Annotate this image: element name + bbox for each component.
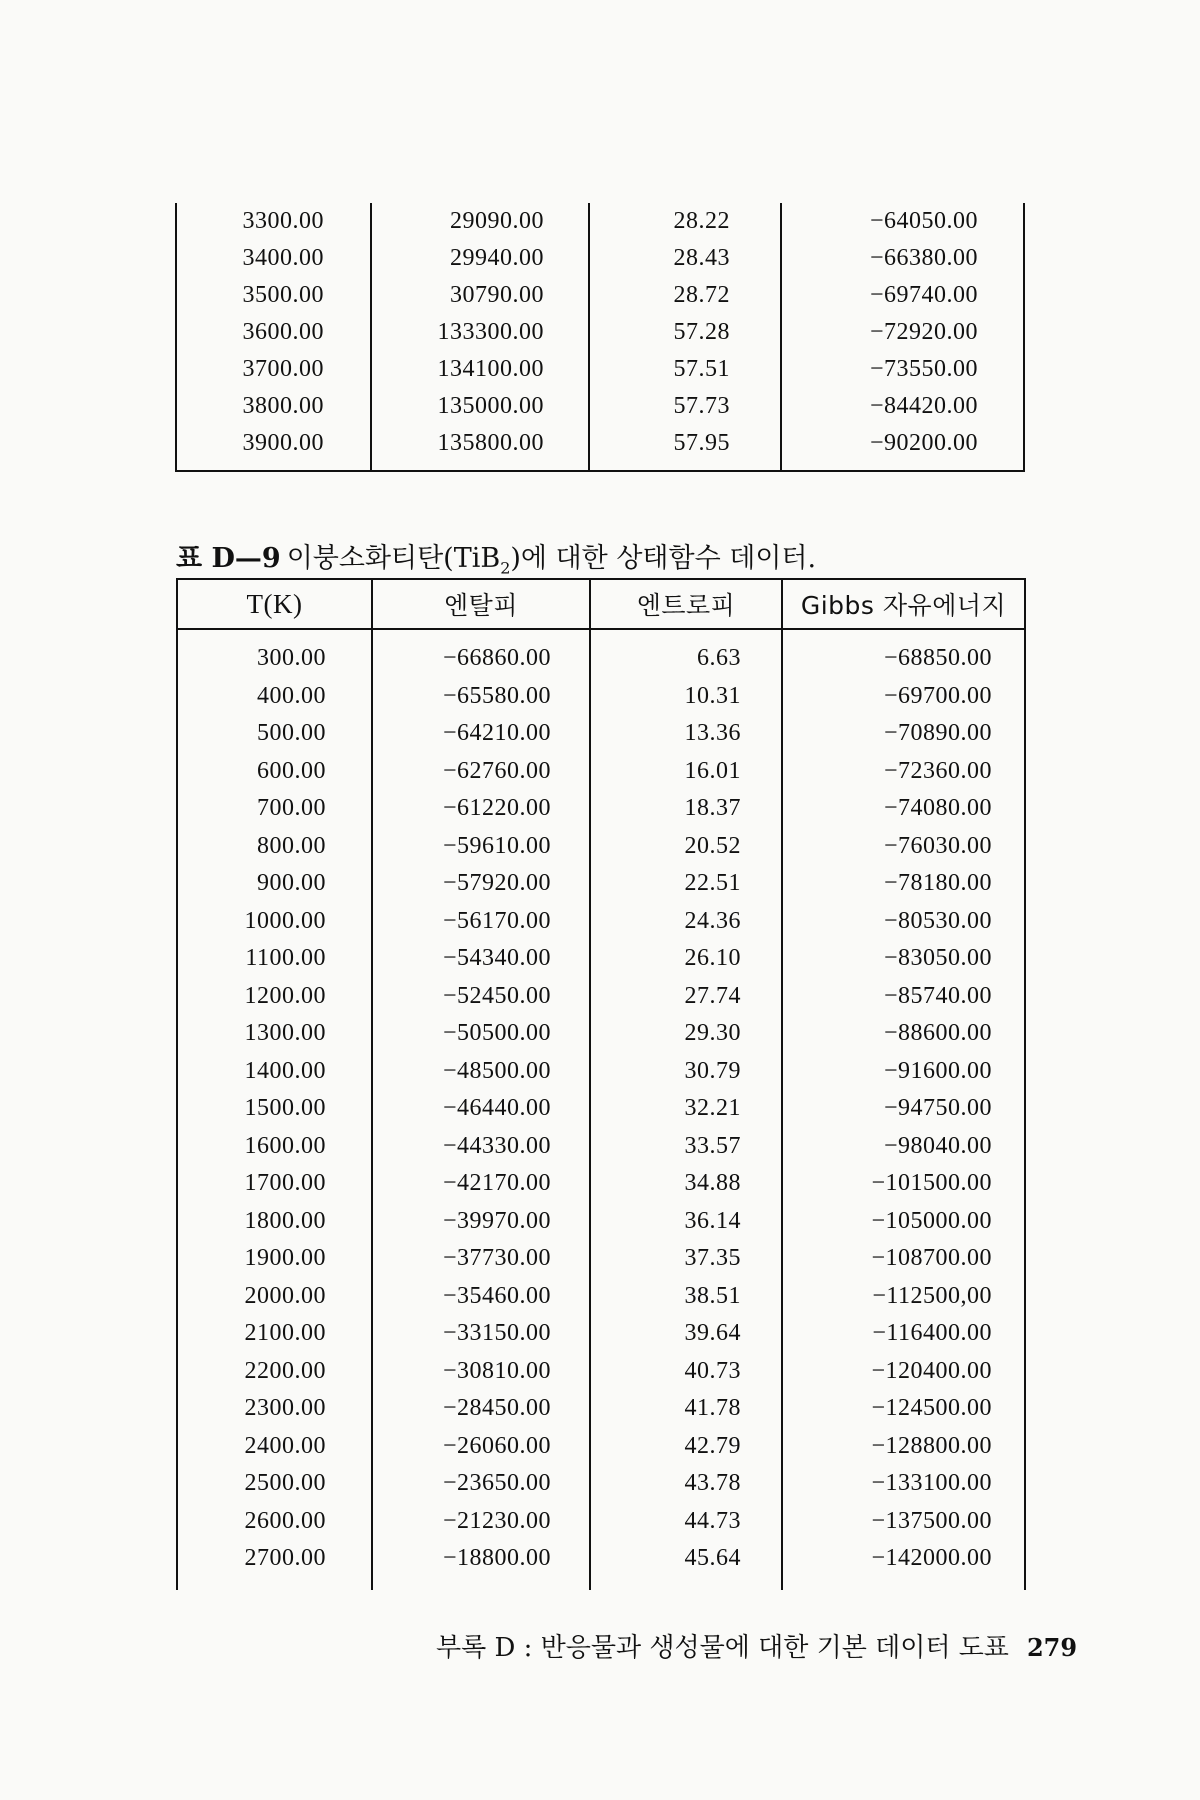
cell-temperature: 3500.00 xyxy=(176,277,371,314)
cell-enthalpy: −61220.00 xyxy=(372,790,590,828)
cell-entropy: 27.74 xyxy=(590,978,782,1016)
table-row xyxy=(177,978,1025,1016)
table-row xyxy=(177,629,1025,678)
table-row xyxy=(176,351,1024,388)
cell-temperature: 1300.00 xyxy=(177,1015,372,1053)
cell-temperature: 700.00 xyxy=(177,790,372,828)
table-row xyxy=(177,1053,1025,1091)
cell-temperature: 900.00 xyxy=(177,865,372,903)
cell-gibbs-energy: −137500.00 xyxy=(782,1503,1025,1541)
cell-entropy: 43.78 xyxy=(590,1465,782,1503)
cell-entropy: 33.57 xyxy=(590,1128,782,1166)
cell-gibbs-energy: −108700.00 xyxy=(782,1240,1025,1278)
cell-enthalpy: −46440.00 xyxy=(372,1090,590,1128)
cell-temperature: 600.00 xyxy=(177,753,372,791)
cell-temperature: 2700.00 xyxy=(177,1540,372,1590)
cell-temperature: 2400.00 xyxy=(177,1428,372,1466)
cell-enthalpy: −18800.00 xyxy=(372,1540,590,1590)
cell-gibbs-energy: −84420.00 xyxy=(781,388,1024,425)
cell-enthalpy: −21230.00 xyxy=(372,1503,590,1541)
cell-enthalpy: −26060.00 xyxy=(372,1428,590,1466)
cell-enthalpy: 135800.00 xyxy=(371,425,589,471)
cell-enthalpy: 133300.00 xyxy=(371,314,589,351)
table-continued xyxy=(175,203,1025,472)
cell-enthalpy: −44330.00 xyxy=(372,1128,590,1166)
cell-gibbs-energy: −120400.00 xyxy=(782,1353,1025,1391)
table-header-row xyxy=(177,579,1025,629)
table-row xyxy=(177,1128,1025,1166)
cell-entropy: 45.64 xyxy=(590,1540,782,1590)
table-row xyxy=(177,1165,1025,1203)
table-caption xyxy=(176,536,816,577)
header-gibbs-energy: Gibbs 자유에너지 xyxy=(782,579,1025,629)
cell-enthalpy: 29090.00 xyxy=(371,203,589,240)
cell-enthalpy: −39970.00 xyxy=(372,1203,590,1241)
table-row xyxy=(176,388,1024,425)
cell-gibbs-energy: −76030.00 xyxy=(782,828,1025,866)
cell-gibbs-energy: −133100.00 xyxy=(782,1465,1025,1503)
cell-entropy: 40.73 xyxy=(590,1353,782,1391)
cell-enthalpy: −59610.00 xyxy=(372,828,590,866)
cell-entropy: 28.43 xyxy=(589,240,781,277)
table-row xyxy=(176,425,1024,471)
cell-temperature: 1700.00 xyxy=(177,1165,372,1203)
table-row xyxy=(177,1503,1025,1541)
cell-gibbs-energy: −66380.00 xyxy=(781,240,1024,277)
table-row xyxy=(177,1203,1025,1241)
cell-temperature: 3700.00 xyxy=(176,351,371,388)
cell-temperature: 2500.00 xyxy=(177,1465,372,1503)
cell-enthalpy: −48500.00 xyxy=(372,1053,590,1091)
table-row xyxy=(177,1390,1025,1428)
cell-entropy: 10.31 xyxy=(590,678,782,716)
caption-subscript: 2 xyxy=(500,558,511,578)
cell-entropy: 38.51 xyxy=(590,1278,782,1316)
cell-gibbs-energy: −124500.00 xyxy=(782,1390,1025,1428)
table-row xyxy=(177,1240,1025,1278)
cell-temperature: 3300.00 xyxy=(176,203,371,240)
cell-temperature: 1000.00 xyxy=(177,903,372,941)
table-row xyxy=(176,277,1024,314)
cell-gibbs-energy: −112500,00 xyxy=(782,1278,1025,1316)
page-footer xyxy=(436,1627,1077,1664)
table-row xyxy=(177,1353,1025,1391)
cell-entropy: 39.64 xyxy=(590,1315,782,1353)
cell-enthalpy: 134100.00 xyxy=(371,351,589,388)
cell-enthalpy: 30790.00 xyxy=(371,277,589,314)
cell-gibbs-energy: −98040.00 xyxy=(782,1128,1025,1166)
cell-gibbs-energy: −142000.00 xyxy=(782,1540,1025,1590)
cell-entropy: 24.36 xyxy=(590,903,782,941)
cell-entropy: 57.73 xyxy=(589,388,781,425)
cell-entropy: 6.63 xyxy=(590,629,782,678)
cell-temperature: 1500.00 xyxy=(177,1090,372,1128)
table-row xyxy=(177,1465,1025,1503)
cell-enthalpy: −33150.00 xyxy=(372,1315,590,1353)
cell-gibbs-energy: −128800.00 xyxy=(782,1428,1025,1466)
cell-enthalpy: −35460.00 xyxy=(372,1278,590,1316)
cell-temperature: 2600.00 xyxy=(177,1503,372,1541)
table-row xyxy=(177,903,1025,941)
cell-entropy: 16.01 xyxy=(590,753,782,791)
state-function-table-body xyxy=(177,629,1025,1590)
cell-entropy: 22.51 xyxy=(590,865,782,903)
cell-enthalpy: −62760.00 xyxy=(372,753,590,791)
cell-temperature: 3400.00 xyxy=(176,240,371,277)
table-row xyxy=(177,1015,1025,1053)
table-row xyxy=(177,828,1025,866)
cell-entropy: 28.22 xyxy=(589,203,781,240)
cell-gibbs-energy: −94750.00 xyxy=(782,1090,1025,1128)
cell-gibbs-energy: −90200.00 xyxy=(781,425,1024,471)
cell-gibbs-energy: −88600.00 xyxy=(782,1015,1025,1053)
cell-entropy: 37.35 xyxy=(590,1240,782,1278)
cell-gibbs-energy: −73550.00 xyxy=(781,351,1024,388)
cell-entropy: 41.78 xyxy=(590,1390,782,1428)
table-row xyxy=(177,1090,1025,1128)
cell-entropy: 20.52 xyxy=(590,828,782,866)
table-row xyxy=(177,1428,1025,1466)
cell-enthalpy: −57920.00 xyxy=(372,865,590,903)
cell-gibbs-energy: −64050.00 xyxy=(781,203,1024,240)
cell-entropy: 36.14 xyxy=(590,1203,782,1241)
cell-entropy: 18.37 xyxy=(590,790,782,828)
cell-temperature: 2000.00 xyxy=(177,1278,372,1316)
cell-enthalpy: −56170.00 xyxy=(372,903,590,941)
cell-gibbs-energy: −105000.00 xyxy=(782,1203,1025,1241)
cell-enthalpy: −23650.00 xyxy=(372,1465,590,1503)
table-row xyxy=(177,940,1025,978)
page-number: 279 xyxy=(1026,1633,1078,1662)
cell-gibbs-energy: −91600.00 xyxy=(782,1053,1025,1091)
cell-entropy: 57.28 xyxy=(589,314,781,351)
header-entropy: 엔트로피 xyxy=(590,579,782,629)
cell-enthalpy: −64210.00 xyxy=(372,715,590,753)
table-row xyxy=(177,1278,1025,1316)
cell-temperature: 1200.00 xyxy=(177,978,372,1016)
cell-gibbs-energy: −83050.00 xyxy=(782,940,1025,978)
cell-gibbs-energy: −69740.00 xyxy=(781,277,1024,314)
cell-gibbs-energy: −116400.00 xyxy=(782,1315,1025,1353)
cell-enthalpy: −28450.00 xyxy=(372,1390,590,1428)
cell-temperature: 1100.00 xyxy=(177,940,372,978)
cell-entropy: 42.79 xyxy=(590,1428,782,1466)
cell-gibbs-energy: −72360.00 xyxy=(782,753,1025,791)
cell-temperature: 800.00 xyxy=(177,828,372,866)
cell-gibbs-energy: −68850.00 xyxy=(782,629,1025,678)
table-row xyxy=(177,1315,1025,1353)
cell-enthalpy: −30810.00 xyxy=(372,1353,590,1391)
caption-text-end: )에 대한 상태함수 데이터. xyxy=(510,543,817,574)
cell-entropy: 34.88 xyxy=(590,1165,782,1203)
cell-entropy: 26.10 xyxy=(590,940,782,978)
cell-entropy: 28.72 xyxy=(589,277,781,314)
table-row xyxy=(177,790,1025,828)
cell-temperature: 2200.00 xyxy=(177,1353,372,1391)
cell-gibbs-energy: −72920.00 xyxy=(781,314,1024,351)
cell-entropy: 30.79 xyxy=(590,1053,782,1091)
cell-gibbs-energy: −74080.00 xyxy=(782,790,1025,828)
caption-text: 이붕소화티탄(TiB xyxy=(286,543,501,574)
cell-temperature: 3800.00 xyxy=(176,388,371,425)
cell-enthalpy: −54340.00 xyxy=(372,940,590,978)
cell-gibbs-energy: −70890.00 xyxy=(782,715,1025,753)
cell-temperature: 2100.00 xyxy=(177,1315,372,1353)
header-temperature: T(K) xyxy=(177,579,372,629)
cell-temperature: 2300.00 xyxy=(177,1390,372,1428)
cell-enthalpy: −52450.00 xyxy=(372,978,590,1016)
cell-enthalpy: −65580.00 xyxy=(372,678,590,716)
table-row xyxy=(177,678,1025,716)
cell-entropy: 44.73 xyxy=(590,1503,782,1541)
cell-enthalpy: −66860.00 xyxy=(372,629,590,678)
state-function-table xyxy=(176,578,1026,1590)
cell-gibbs-energy: −69700.00 xyxy=(782,678,1025,716)
cell-gibbs-energy: −101500.00 xyxy=(782,1165,1025,1203)
table-row xyxy=(176,314,1024,351)
header-enthalpy: 엔탈피 xyxy=(372,579,590,629)
cell-temperature: 1400.00 xyxy=(177,1053,372,1091)
cell-entropy: 32.21 xyxy=(590,1090,782,1128)
cell-gibbs-energy: −78180.00 xyxy=(782,865,1025,903)
table-row xyxy=(177,715,1025,753)
cell-temperature: 400.00 xyxy=(177,678,372,716)
cell-enthalpy: 29940.00 xyxy=(371,240,589,277)
footer-title: 부록 D : 반응물과 생성물에 대한 기본 데이터 도표 xyxy=(436,1633,1009,1663)
cell-enthalpy: −50500.00 xyxy=(372,1015,590,1053)
table-row xyxy=(177,1540,1025,1590)
cell-temperature: 1600.00 xyxy=(177,1128,372,1166)
caption-label: 표 D—9 xyxy=(176,543,281,574)
cell-temperature: 1800.00 xyxy=(177,1203,372,1241)
cell-temperature: 3900.00 xyxy=(176,425,371,471)
table-row xyxy=(177,865,1025,903)
cell-temperature: 300.00 xyxy=(177,629,372,678)
cell-gibbs-energy: −80530.00 xyxy=(782,903,1025,941)
table-row xyxy=(177,753,1025,791)
cell-entropy: 13.36 xyxy=(590,715,782,753)
cell-enthalpy: −37730.00 xyxy=(372,1240,590,1278)
cell-enthalpy: −42170.00 xyxy=(372,1165,590,1203)
cell-entropy: 57.95 xyxy=(589,425,781,471)
table-row xyxy=(176,203,1024,240)
cell-temperature: 500.00 xyxy=(177,715,372,753)
cell-entropy: 57.51 xyxy=(589,351,781,388)
cell-temperature: 3600.00 xyxy=(176,314,371,351)
table-row xyxy=(176,240,1024,277)
cell-enthalpy: 135000.00 xyxy=(371,388,589,425)
cell-entropy: 29.30 xyxy=(590,1015,782,1053)
cell-temperature: 1900.00 xyxy=(177,1240,372,1278)
table-continued-body xyxy=(176,203,1024,471)
cell-gibbs-energy: −85740.00 xyxy=(782,978,1025,1016)
